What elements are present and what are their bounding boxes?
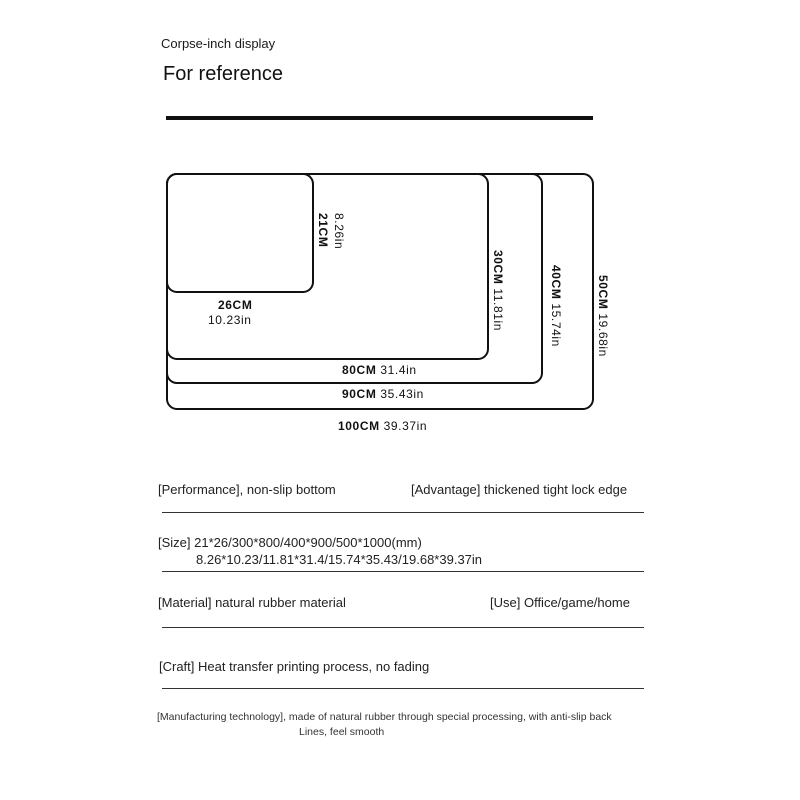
dim-width-26cm-inch <box>208 313 252 327</box>
dim-height-50cm <box>596 275 610 357</box>
dim-cm: 40CM <box>549 265 563 300</box>
dim-width-90cm <box>342 387 424 401</box>
dim-in: 8.26in <box>332 213 346 250</box>
dim-in: 39.37in <box>383 419 428 433</box>
spec-size-mm: [Size] 21*26/300*800/400*900/500*1000(mm) <box>158 535 422 550</box>
title-divider <box>166 116 593 120</box>
dim-width-80cm <box>342 363 417 377</box>
dim-in: 10.23in <box>208 313 252 327</box>
dim-in: 15.74in <box>549 303 563 347</box>
spec-divider <box>162 512 644 513</box>
dim-height-30cm <box>491 250 505 331</box>
spec-use: [Use] Office/game/home <box>490 595 630 610</box>
dim-in: 35.43in <box>380 387 424 401</box>
dim-in: 11.81in <box>491 288 505 332</box>
spec-divider <box>162 571 644 572</box>
dim-height-21cm-inch <box>332 213 346 249</box>
spec-divider <box>162 627 644 628</box>
dim-height-21cm <box>316 213 330 247</box>
dim-cm: 80CM <box>342 363 377 377</box>
dim-in: 19.68in <box>596 313 610 357</box>
dim-cm: 30CM <box>491 250 505 285</box>
spec-advantage: [Advantage] thickened tight lock edge <box>411 482 628 497</box>
page-title: For reference <box>163 63 284 85</box>
dim-width-100cm <box>338 419 427 433</box>
dim-height-40cm <box>549 265 563 347</box>
spec-size-in: 8.26*10.23/11.81*31.4/15.74*35.43/19.68*39.37in <box>196 552 483 567</box>
dim-cm: 50CM <box>596 275 610 310</box>
spec-craft: [Craft] Heat transfer printing process, no fading <box>159 659 430 674</box>
dim-cm: 21CM <box>316 213 330 248</box>
dim-cm: 90CM <box>342 387 377 401</box>
spec-performance: [Performance], non-slip bottom <box>158 482 336 497</box>
subtitle: Corpse-inch display <box>161 36 276 51</box>
spec-divider <box>162 688 644 689</box>
dim-cm: 100CM <box>338 419 380 433</box>
footer-note-line1: [Manufacturing technology], made of natural rubber through special processing, with anti-slip back <box>157 711 612 723</box>
footer-note-line2: Lines, feel smooth <box>299 726 385 738</box>
dim-width-26cm <box>218 298 252 312</box>
dim-cm: 26CM <box>218 298 253 312</box>
spec-material: [Material] natural rubber material <box>158 595 346 610</box>
mat-outline-26x21 <box>166 173 314 293</box>
dim-in: 31.4in <box>380 363 417 377</box>
